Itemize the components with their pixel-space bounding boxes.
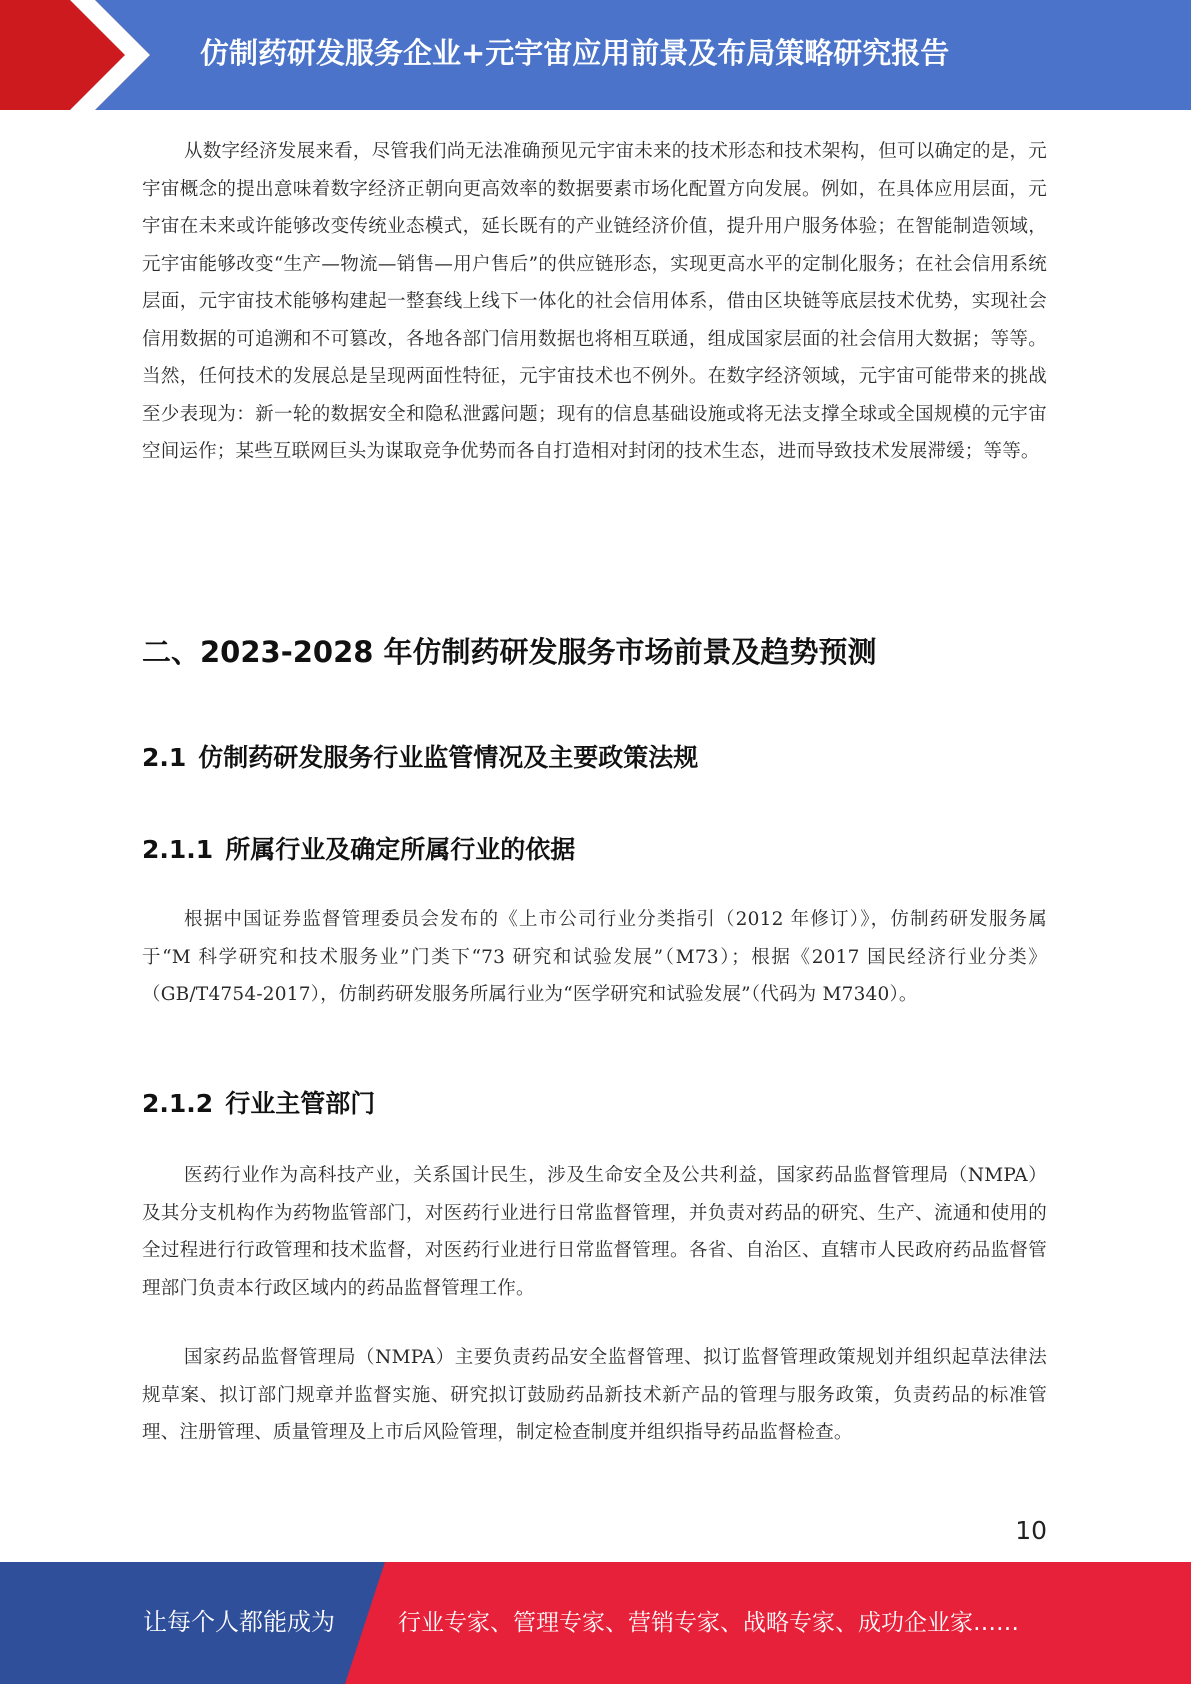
subsubsection-title-1: 所属行业及确定所属行业的依据: [225, 835, 576, 864]
subsubsection-heading-1: [142, 830, 575, 866]
regulator-section-1: [142, 1157, 1047, 1307]
intro-paragraph: 从数字经济发展来看，尽管我们尚无法准确预见元宇宙未来的技术形态和技术架构，但可以确定的是，元宇宙概念的提出意味着数字经济正朝向更高效率的数据要素市场化配置方向发展。例如，在具体应用层面，元宇宙在未来或许能够改变传统业态模式，延长既有的产业链经济价值，提升用户服务体验；在智能制造领域，元宇宙能够改变“生产—物流—销售—用户售后”的供应链形态，实现更高水平的定制化服务；在社会信用系统层面，元宇宙技术能够构建起一整套线上线下一体化的社会信用体系，借由区块链等底层技术优势，实现社会信用数据的可追溯和不可篡改，各地各部门信用数据也将相互联通，组成国家层面的社会信用大数据；等等。当然，任何技术的发展总是呈现两面性特征，元宇宙技术也不例外。在数字经济领域，元宇宙可能带来的挑战至少表现为：新一轮的数据安全和隐私泄露问题；现有的信息基础设施或将无法支撑全球或全国规模的元宇宙空间运作；某些互联网巨头为谋取竞争优势而各自打造相对封闭的技术生态，进而导致技术发展滞缓；等等。: [142, 141, 1047, 462]
subsubsection-title-2: 行业主管部门: [225, 1089, 376, 1118]
header-banner: [0, 0, 1191, 110]
subsection-title: 仿制药研发服务行业监管情况及主要政策法规: [198, 743, 699, 772]
footer-banner: [0, 1562, 1191, 1684]
footer-slogan-left: 让每个人都能成为: [143, 1608, 335, 1636]
intro-section: [142, 133, 1047, 471]
subsection-heading: [142, 738, 698, 774]
regulator-paragraph-1: 医药行业作为高科技产业，关系国计民生，涉及生命安全及公共利益，国家药品监督管理局（NMPA）及其分支机构作为药物监管部门，对医药行业进行日常监督管理，并负责对药品的研究、生产、流通和使用的全过程进行行政管理和技术监督，对医药行业进行日常监督管理。各省、自治区、直辖市人民政府药品监督管理部门负责本行政区域内的药品监督管理工作。: [142, 1165, 1047, 1299]
subsection-number: 2.1: [142, 743, 187, 772]
industry-section: [142, 901, 1047, 1014]
subsubsection-number-1: 2.1.1: [142, 835, 214, 864]
subsubsection-number-2: 2.1.2: [142, 1089, 214, 1118]
industry-paragraph: 根据中国证券监督管理委员会发布的《上市公司行业分类指引（2012 年修订）》，仿制药研发服务属于“M 科学研究和技术服务业”门类下“73 研究和试验发展”（M73）；根据《2017 国民经济行业分类》（GB/T4754-2017），仿制药研发服务所属行业为“医学研究和试验发展”（代码为 M7340）。: [142, 909, 1047, 1005]
page-number: 10: [1015, 1516, 1047, 1545]
section-heading: 二、2023-2028 年仿制药研发服务市场前景及趋势预测: [142, 635, 877, 669]
subsubsection-heading-2: [142, 1084, 375, 1120]
regulator-section-2: [142, 1339, 1047, 1452]
regulator-paragraph-2: 国家药品监督管理局（NMPA）主要负责药品安全监督管理、拟订监督管理政策规划并组织起草法律法规草案、拟订部门规章并监督实施、研究拟订鼓励药品新技术新产品的管理与服务政策，负责药品的标准管理、注册管理、质量管理及上市后风险管理，制定检查制度并组织指导药品监督检查。: [142, 1347, 1047, 1443]
footer-slogan-right: 行业专家、管理专家、营销专家、战略专家、成功企业家……: [398, 1610, 1019, 1636]
report-title: 仿制药研发服务企业+元宇宙应用前景及布局策略研究报告: [200, 36, 950, 70]
